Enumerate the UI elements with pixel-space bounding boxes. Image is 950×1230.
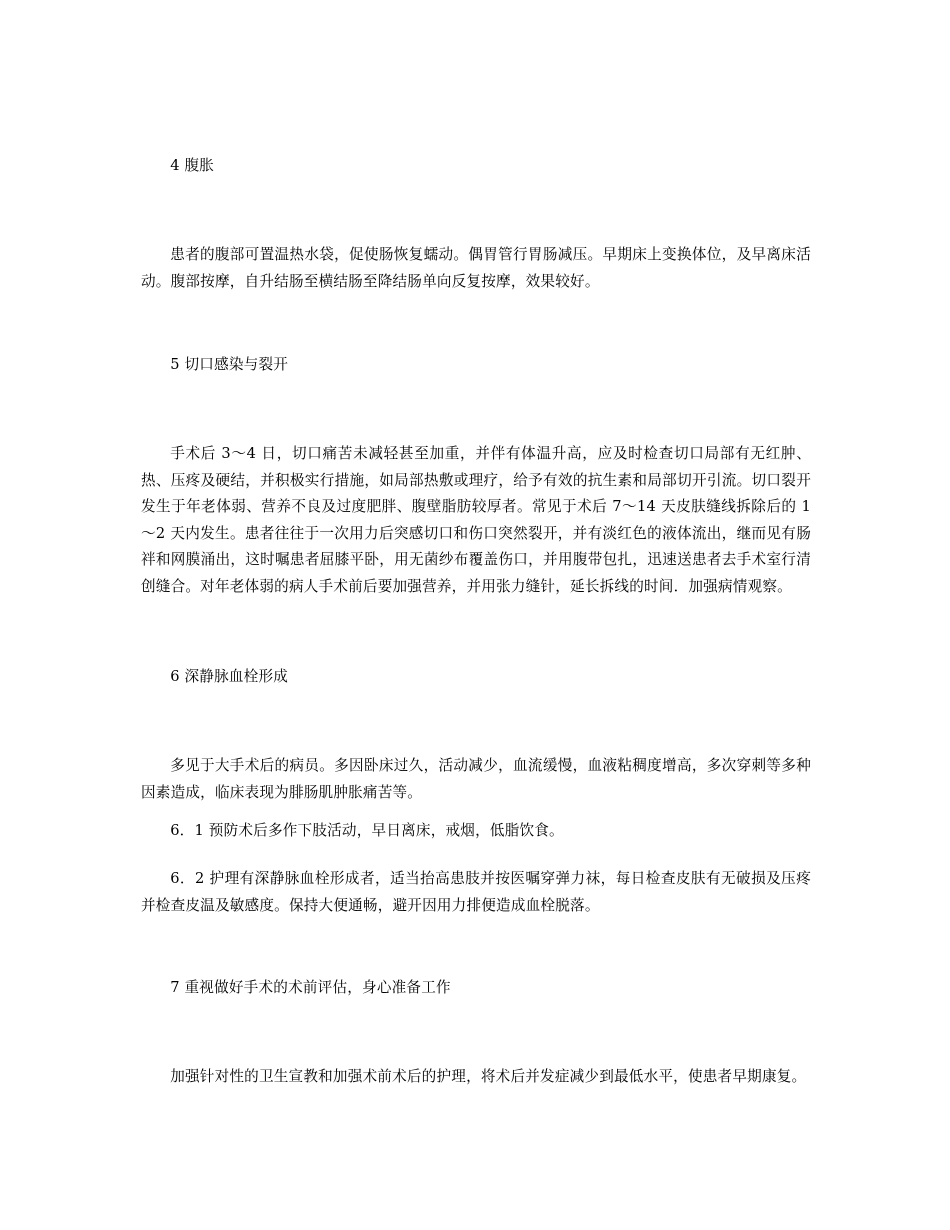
section-6-paragraph-3: 6．2 护理有深静脉血栓形成者，适当抬高患肢并按医嘱穿弹力袜，每日检查皮肤有无破损及压疼并检查皮温及敏感度。保持大便通畅，避开因用力排便造成血栓脱落。 (141, 870, 811, 914)
section-heading-7: 7 重视做好手术的术前评估，身心准备工作 (170, 979, 451, 996)
section-heading-6: 6 深静脉血栓形成 (170, 668, 289, 685)
section-heading-5: 5 切口感染与裂开 (170, 356, 289, 373)
section-heading-4: 4 腹胀 (170, 157, 215, 174)
section-6-paragraph-2: 6．1 预防术后多作下肢活动，早日离床，戒烟，低脂饮食。 (170, 822, 564, 839)
section-6-paragraph-1: 多见于大手术后的病员。多因卧床过久，活动减少，血流缓慢，血液粘稠度增高，多次穿刺等多种因素造成，临床表现为腓肠肌肿胀痛苦等。 (141, 757, 811, 801)
section-7-paragraph-1: 加强针对性的卫生宣教和加强术前术后的护理，将术后并发症减少到最低水平，使患者早期康复。 (170, 1068, 807, 1085)
section-5-paragraph-1: 手术后 3～4 日，切口痛苦未减轻甚至加重，并伴有体温升高，应及时检查切口局部有无红肿、热、压疼及硬结，并积极实行措施，如局部热敷或理疗，给予有效的抗生素和局部切开引流。切口裂开发生于年老体弱、营养不良及过度肥胖、腹壁脂肪较厚者。常见于术后 7～14 天皮肤缝线拆除后的 1～2 天内发生。患者往往于一次用力后突感切口和伤口突然裂开，并有淡红色的液体流出，继而见有肠袢和网膜涌出，这时嘱患者屈膝平卧，用无菌纱布覆盖伤口，并用腹带包扎，迅速送患者去手术室行清创缝合。对年老体弱的病人手术前后要加强营养，并用张力缝针，延长拆线的时间．加强病情观察。 (141, 445, 811, 595)
section-4-paragraph-1: 患者的腹部可置温热水袋，促使肠恢复蠕动。偶胃管行胃肠减压。早期床上变换体位，及早离床活动。腹部按摩，自升结肠至横结肠至降结肠单向反复按摩，效果较好。 (141, 246, 811, 290)
